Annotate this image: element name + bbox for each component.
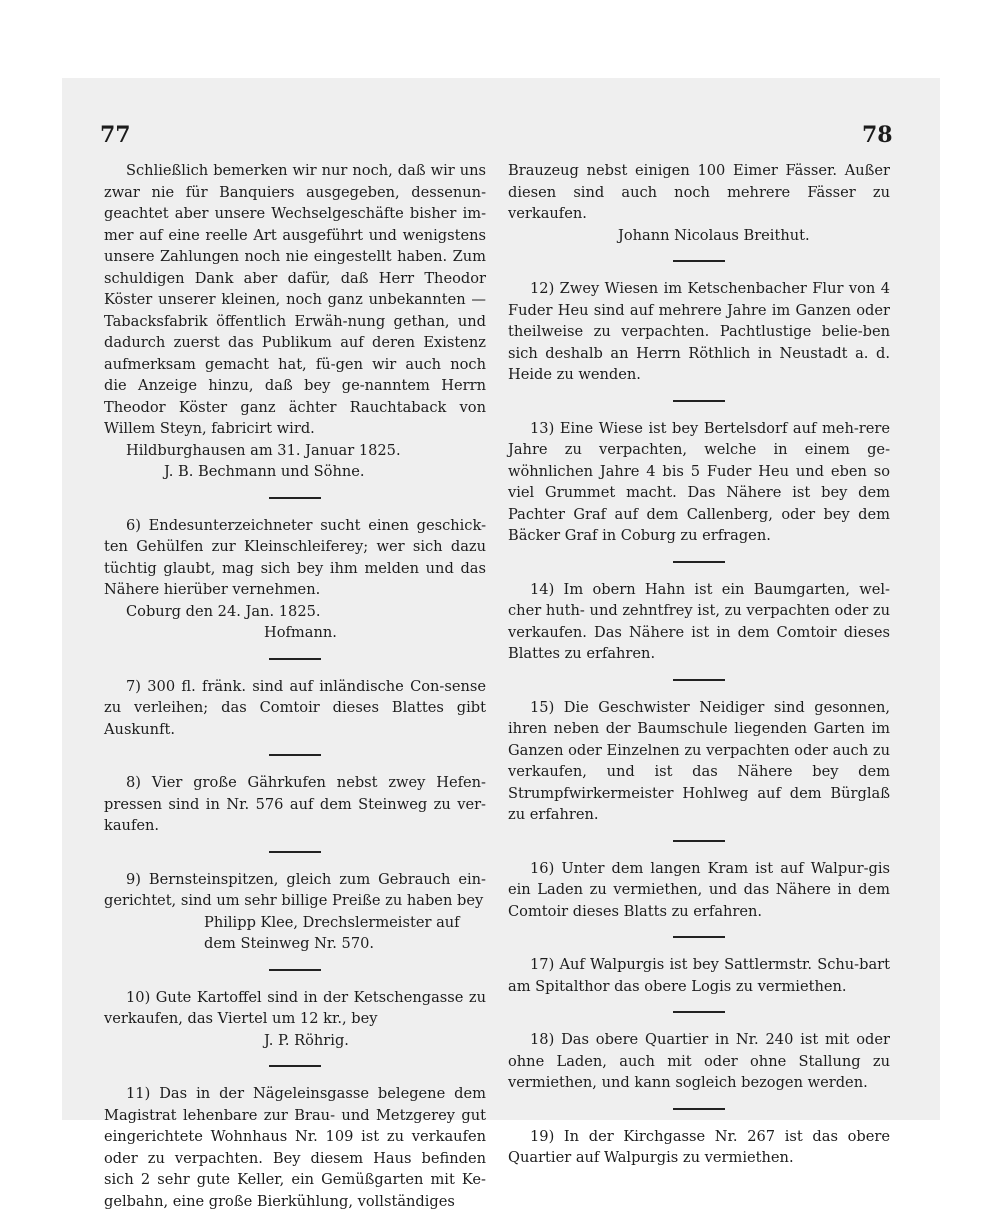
page-number-left: 77: [100, 122, 131, 148]
notice-text: 16) Unter dem langen Kram ist auf Walpur-gis ein Laden zu vermiethen, und das Nähere in dem Comtoir dieses Blatts zu erfahren.: [508, 859, 890, 920]
separator-rule: [269, 658, 321, 660]
separator-rule: [673, 840, 725, 842]
notice-text: 11) Das in der Nägeleinsgasse belegene dem Magistrat lehenbare zur Brau- und Metzgerey gut eingerichtete Wohnhaus Nr. 109 ist zu verkaufen oder zu verpachten. Bey diesem Haus befinden sich 2 sehr gute Keller, ein Gemüßgarten mit Ke-gelbahn, eine große Bierkühlung, vollständiges: [104, 1085, 486, 1210]
notice-text: 19) In der Kirchgasse Nr. 267 ist das obere Quartier auf Walpurgis zu vermiethen.: [508, 1127, 890, 1166]
notice-text: 18) Das obere Quartier in Nr. 240 ist mit oder ohne Laden, auch mit oder ohne Stallung zu vermiethen, und kann sogleich bezogen werden.: [508, 1031, 890, 1091]
signature: J. P. Röhrig.: [264, 1031, 349, 1049]
separator-rule: [673, 679, 725, 681]
separator-rule: [673, 936, 725, 938]
page-number-right: 78: [862, 122, 893, 148]
left-column: [104, 160, 486, 1216]
right-column: [508, 160, 890, 1173]
separator-rule: [673, 1011, 725, 1013]
place-date: Hildburghausen am 31. Januar 1825.: [126, 441, 401, 459]
notice-8: [104, 772, 486, 837]
notice-text: 7) 300 fl. fränk. sind auf inländische Con-sense zu verleihen; das Comtoir dieses Blattes gibt Auskunft.: [104, 677, 486, 738]
signature: Johann Nicolaus Breithut.: [618, 226, 810, 244]
notice-16: [508, 858, 890, 923]
signature: J. B. Bechmann und Söhne.: [164, 463, 365, 480]
intro-text: Schließlich bemerken wir nur noch, daß wir uns zwar nie für Banquiers ausgegeben, dessenun-geachtet aber unsere Wechselgeschäfte bisher im-mer auf eine reelle Art ausgeführt und wenigstens unsere Zahlungen noch nie eingestellt haben. Zum schuldigen Dank aber dafür, daß Herr Theodor Köster unserer kleinen, noch ganz unbekannten — Tabacksfabrik öffentlich Erwäh-nung gethan, und dadurch zuerst das Publikum auf deren Existenz aufmerksam gemacht hat, fü-gen wir auch noch die Anzeige hinzu, daß bey ge-nanntem Herrn Theodor Köster ganz ächter Rauchtaback von Willem Steyn, fabricirt wird.: [104, 162, 486, 437]
signature: Philipp Klee, Drechslermeister auf dem Steinweg Nr. 570.: [204, 913, 460, 952]
separator-rule: [269, 1065, 321, 1067]
notice-17: [508, 954, 890, 997]
separator-rule: [269, 754, 321, 756]
notice-text: 9) Bernsteinspitzen, gleich zum Gebrauch ein-gerichtet, sind um sehr billige Preiße zu haben bey: [104, 870, 486, 909]
notice-6: [104, 515, 486, 644]
notice-text: 8) Vier große Gährkufen nebst zwey Hefen-pressen sind in Nr. 576 auf dem Steinweg zu ver-kaufen.: [104, 774, 486, 834]
notice-text: 14) Im obern Hahn ist ein Baumgarten, wel-cher huth- und zehntfrey ist, zu verpachten oder zu verkaufen. Das Nähere ist in dem Comtoir dieses Blattes zu erfahren.: [508, 580, 890, 662]
separator-rule: [269, 851, 321, 853]
separator-rule: [673, 400, 725, 402]
notice-11: [104, 1083, 486, 1212]
notice-19: [508, 1126, 890, 1169]
separator-rule: [673, 1108, 725, 1110]
separator-rule: [673, 260, 725, 262]
notice-9: [104, 869, 486, 955]
notice-10: [104, 987, 486, 1052]
notice-text: 12) Zwey Wiesen im Ketschenbacher Flur von 4 Fuder Heu sind auf mehrere Jahre im Ganzen oder theilweise zu verpachten. Pachtlustige belie-ben sich deshalb an Herrn Röthlich in Neustadt a. d. Heide zu wenden.: [508, 280, 890, 383]
notice-13: [508, 418, 890, 547]
notice-text: 17) Auf Walpurgis ist bey Sattlermstr. Schu-bart am Spitalthor das obere Logis zu vermiethen.: [508, 956, 890, 995]
separator-rule: [673, 561, 725, 563]
notice-11-continued: [508, 160, 890, 246]
notice-7: [104, 676, 486, 741]
notice-text: 15) Die Geschwister Neidiger sind gesonnen, ihren neben der Baumschule liegenden Garten im Ganzen oder Einzelnen zu verpachten oder auch zu verkaufen, und ist das Nähere bey dem Strumpfwirkermeister Hohlweg auf dem Bürglaß zu erfahren.: [508, 698, 890, 823]
notice-text: 13) Eine Wiese ist bey Bertelsdorf auf meh-rere Jahre zu verpachten, welche in einem ge-wöhnlichen Jahre 4 bis 5 Fuder Heu und eben so viel Grummet macht. Das Nähere ist bey dem Pachter Graf auf dem Callenberg, oder bey dem Bäcker Graf in Coburg zu erfragen.: [508, 419, 890, 544]
signature: Hofmann.: [264, 624, 337, 641]
notice-15: [508, 697, 890, 826]
intro-notice: [104, 160, 486, 483]
notice-12: [508, 278, 890, 386]
separator-rule: [269, 969, 321, 971]
separator-rule: [269, 497, 321, 499]
notice-18: [508, 1029, 890, 1094]
place-date: Coburg den 24. Jan. 1825.: [126, 602, 321, 620]
notice-text: 10) Gute Kartoffel sind in der Ketschengasse zu verkaufen, das Viertel um 12 kr., bey: [104, 988, 486, 1027]
notice-14: [508, 579, 890, 665]
notice-text: 6) Endesunterzeichneter sucht einen geschick-ten Gehülfen zur Kleinschleiferey; wer sich dazu tüchtig glaubt, mag sich bey ihm melden und das Nähere hierüber vernehmen.: [104, 516, 486, 598]
notice-text: Brauzeug nebst einigen 100 Eimer Fässer. Außer diesen sind auch noch mehrere Fässer zu verkaufen.: [508, 162, 890, 222]
